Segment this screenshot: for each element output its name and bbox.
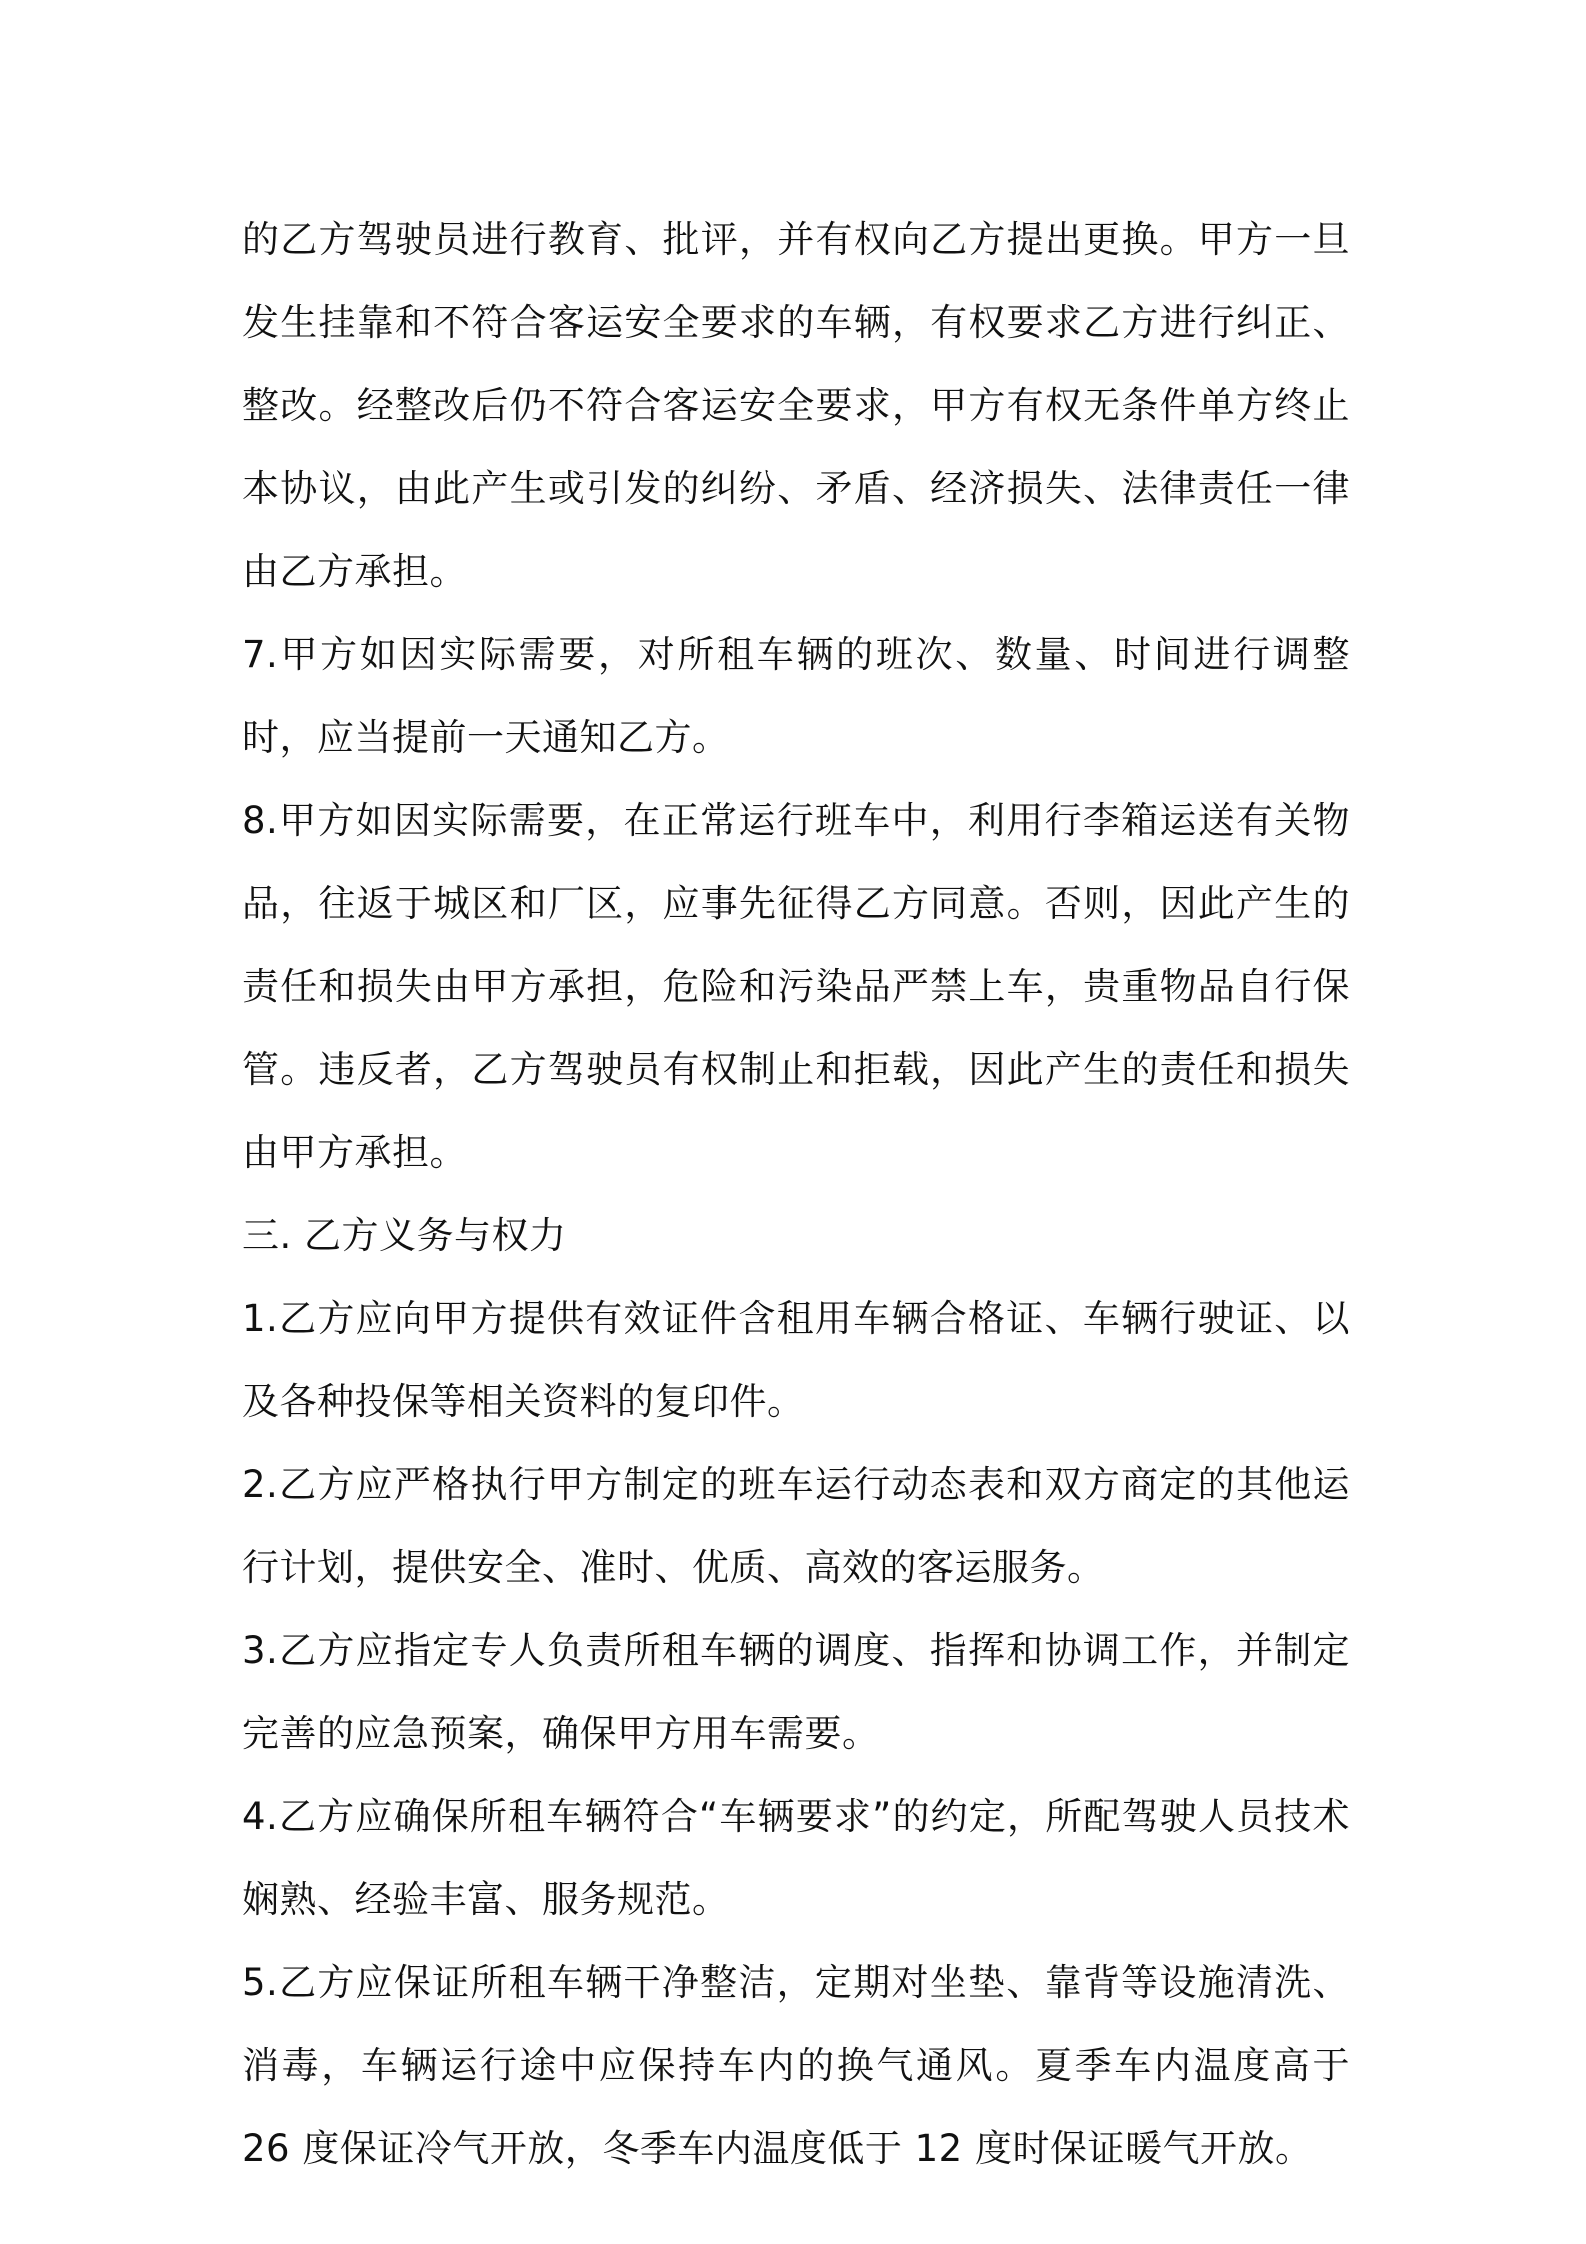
section-heading-party-b: 三. 乙方义务与权力 <box>242 1214 567 1257</box>
paragraph-b-clause-1: 1.乙方应向甲方提供有效证件含租用车辆合格证、车辆行驶证、以及各种投保等相关资料的复印件。 <box>242 1297 1350 1423</box>
paragraph-b-clause-4: 4.乙方应确保所租车辆符合“车辆要求”的约定，所配驾驶人员技术娴熟、经验丰富、服务规范。 <box>242 1795 1350 1921</box>
paragraph-b-clause-5: 5.乙方应保证所租车辆干净整洁，定期对坐垫、靠背等设施清洗、消毒，车辆运行途中应保持车内的换气通风。夏季车内温度高于 26 度保证冷气开放，冬季车内温度低于 12 度时保证暖气开放。 <box>242 1961 1350 2170</box>
document-body <box>242 198 1350 2190</box>
paragraph-b-clause-2: 2.乙方应严格执行甲方制定的班车运行动态表和双方商定的其他运行计划，提供安全、准时、优质、高效的客运服务。 <box>242 1463 1350 1589</box>
paragraph-clause-7: 7.甲方如因实际需要，对所租车辆的班次、数量、时间进行调整时，应当提前一天通知乙方。 <box>242 633 1350 759</box>
paragraph-continued-clause: 的乙方驾驶员进行教育、批评，并有权向乙方提出更换。甲方一旦发生挂靠和不符合客运安全要求的车辆，有权要求乙方进行纠正、整改。经整改后仍不符合客运安全要求，甲方有权无条件单方终止本协议，由此产生或引发的纠纷、矛盾、经济损失、法律责任一律由乙方承担。 <box>242 218 1350 593</box>
paragraph-b-clause-3: 3.乙方应指定专人负责所租车辆的调度、指挥和协调工作，并制定完善的应急预案，确保甲方用车需要。 <box>242 1629 1350 1755</box>
paragraph-clause-8: 8.甲方如因实际需要，在正常运行班车中，利用行李箱运送有关物品，往返于城区和厂区，应事先征得乙方同意。否则，因此产生的责任和损失由甲方承担，危险和污染品严禁上车，贵重物品自行保管。违反者，乙方驾驶员有权制止和拒载，因此产生的责任和损失由甲方承担。 <box>242 799 1350 1174</box>
